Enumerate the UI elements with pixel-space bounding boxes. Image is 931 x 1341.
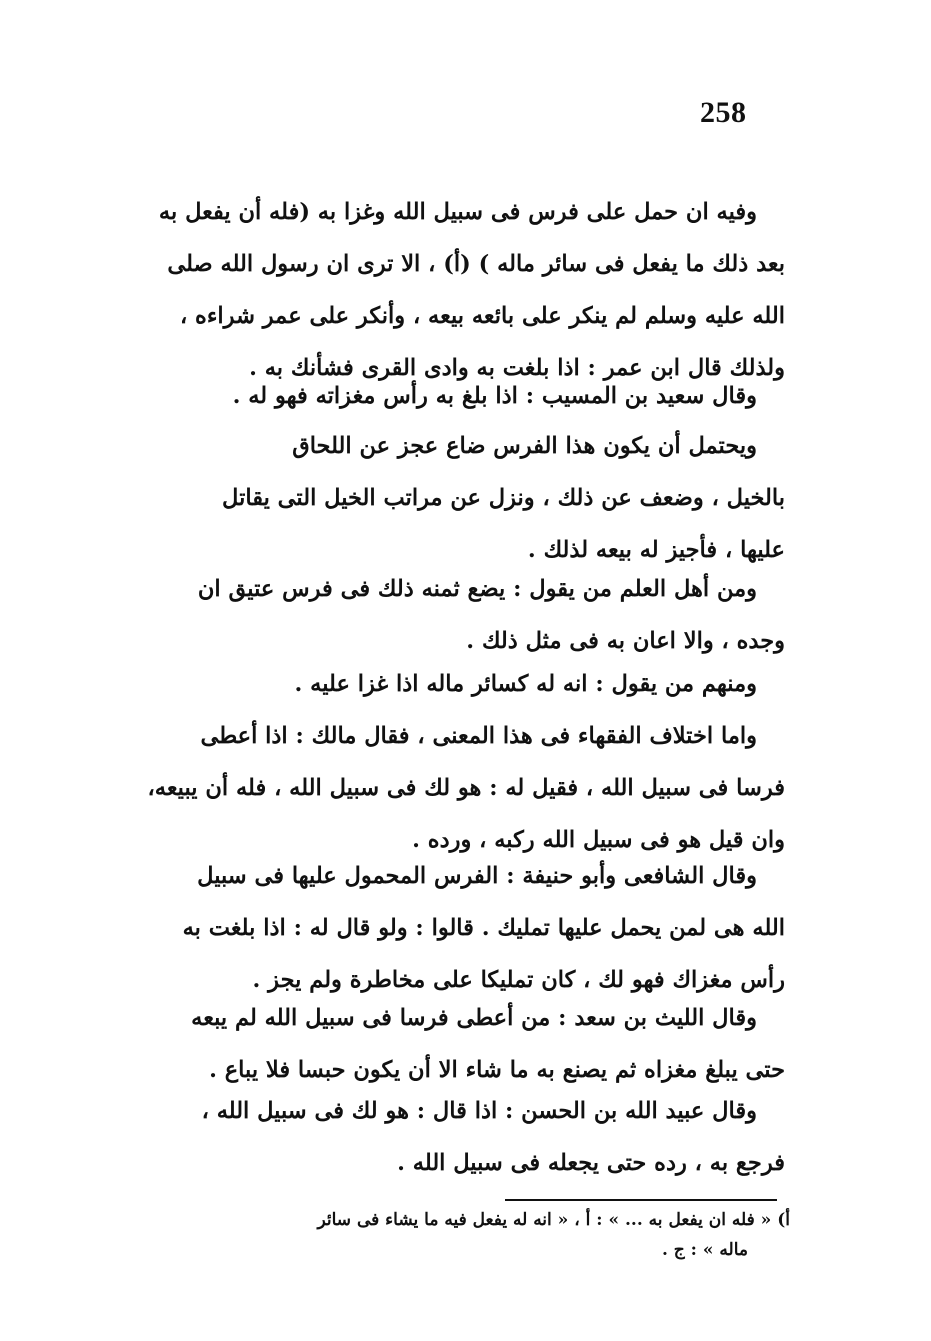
paragraph-1 bbox=[105, 186, 785, 394]
footnote-divider bbox=[505, 1199, 777, 1201]
text-line: فرسا فى سبيل الله ، فقيل له : هو لك فى سبيل الله ، فله أن يبيعه، bbox=[147, 775, 785, 801]
footnote-line: أ) « فله ان يفعل به ... » : أ ، « انه له يفعل فيه ما يشاء فى سائر bbox=[317, 1210, 790, 1230]
text-line: وقال سعيد بن المسيب : اذا بلغ به رأس مغزاته فهو له . bbox=[232, 383, 757, 409]
text-line: عليها ، فأجيز له بيعه لذلك . bbox=[527, 537, 785, 563]
paragraph-8 bbox=[105, 992, 785, 1096]
text-line: وقال الليث بن سعد : من أعطى فرسا فى سبيل الله لم يبعه bbox=[191, 1005, 757, 1031]
text-line: فرجع به ، رده حتى يجعله فى سبيل الله . bbox=[397, 1150, 785, 1176]
text-line: الله هى لمن يحمل عليها تمليك . قالوا : ولو قال له : اذا بلغت به bbox=[182, 915, 785, 941]
text-line: حتى يبلغ مغزاه ثم يصنع به ما شاء الا أن يكون حبسا فلا يباع . bbox=[209, 1057, 785, 1083]
paragraph-4 bbox=[105, 563, 785, 667]
text-line: بالخيل ، وضعف عن ذلك ، ونزل عن مراتب الخيل التى يقاتل bbox=[222, 485, 785, 511]
page-number: 258 bbox=[700, 96, 747, 129]
text-line: وقال الشافعى وأبو حنيفة : الفرس المحمول عليها فى سبيل bbox=[197, 863, 757, 889]
text-line: ولذلك قال ابن عمر : اذا بلغت به وادى القرى فشأنك به . bbox=[249, 355, 785, 381]
text-line: ويحتمل أن يكون هذا الفرس ضاع عجز عن اللحاق bbox=[292, 433, 757, 459]
text-line: ومن أهل العلم من يقول : يضع ثمنه ذلك فى فرس عتيق ان bbox=[197, 576, 757, 602]
text-line: وجده ، والا اعان به فى مثل ذلك . bbox=[466, 628, 785, 654]
paragraph-3 bbox=[105, 420, 785, 576]
text-line: واما اختلاف الفقهاء فى هذا المعنى ، فقال مالك : اذا أعطى bbox=[200, 723, 757, 749]
paragraph-5 bbox=[105, 658, 785, 710]
paragraph-6 bbox=[105, 710, 785, 866]
text-line: الله عليه وسلم لم ينكر على بائعه بيعه ، وأنكر على عمر شراءه ، bbox=[179, 303, 785, 329]
text-line: رأس مغزاك فهو لك ، كان تمليكا على مخاطرة ولم يجز . bbox=[252, 967, 785, 993]
text-line: وقال عبيد الله بن الحسن : اذا قال : هو لك فى سبيل الله ، bbox=[201, 1098, 757, 1124]
text-line: بعد ذلك ما يفعل فى سائر ماله ) (أ) ، الا ترى ان رسول الله صلى bbox=[167, 251, 785, 277]
paragraph-2 bbox=[105, 370, 785, 422]
paragraph-7 bbox=[105, 850, 785, 1006]
text-line: وان قيل هو فى سبيل الله ركبه ، ورده . bbox=[412, 827, 785, 853]
footnote-line: ماله » : ج . bbox=[661, 1240, 748, 1260]
text-line: ومنهم من يقول : انه له كسائر ماله اذا غزا عليه . bbox=[294, 671, 757, 697]
paragraph-9 bbox=[105, 1085, 785, 1189]
text-line: وفيه ان حمل على فرس فى سبيل الله وغزا به (فله أن يفعل به bbox=[158, 199, 757, 225]
footnote bbox=[105, 1205, 790, 1265]
